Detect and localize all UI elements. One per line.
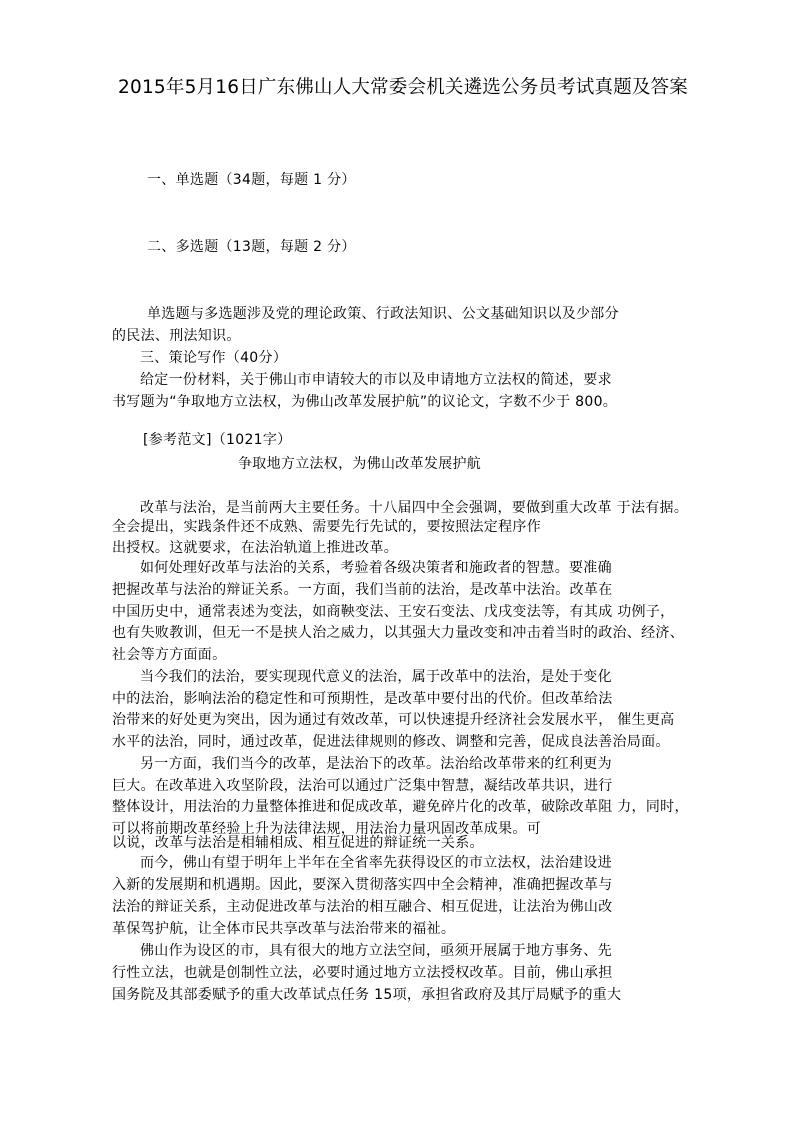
body-line: 全会提出，实践条件还不成熟、需要先行先试的，要按照法定程序作 [112, 519, 541, 535]
body-line: 也有失败教训，但无一不是挟人治之威力，以其强大力量改变和冲击着当时的政治、经济、 [112, 625, 684, 641]
body-line: 水平的法治，同时，通过改革，促进法律规则的修改、调整和完善，促成良法善治局面。 [112, 734, 670, 750]
body-line: 治带来的好处更为突出，因为通过有效改革，可以快速提升经济社会发展水平， 催生更高 [112, 712, 675, 728]
body-line: 可以将前期改革经验上升为法律法规，用法治力量巩固改革成果。可 [112, 821, 541, 837]
body-line: 出授权。这就要求，在法治轨道上推进改革。 [112, 540, 398, 556]
section-essay: 三、策论写作（40分） [140, 350, 288, 366]
body-line: 法治的辩证关系，主动促进改革与法治的相互融合、相互促进，让法治为佛山改 [112, 899, 613, 915]
body-line: 佛山作为设区的市，具有很大的地方立法空间，亟须开展属于地方事务、先 [140, 943, 612, 959]
section-single-choice: 一、单选题（34题，每题 1 分） [147, 172, 356, 188]
body-line: 改革与法治，是当前两大主要任务。十八届四中全会强调，要做到重大改革 于法有据。 [140, 500, 689, 516]
body-line: 社会等方方面面。 [112, 647, 227, 663]
body-line: 行性立法，也就是创制性立法，必要时通过地方立法授权改革。目前，佛山承担 [112, 965, 613, 981]
reference-label: [参考范文]（1021字） [143, 432, 292, 448]
intro-line: 书写题为“争取地方立法权，为佛山改革发展护航”的议论文，字数不少于 800。 [112, 394, 618, 410]
body-line: 革保驾护航，让全体市民共享改革与法治带来的福祉。 [112, 921, 456, 937]
body-line: 以说，改革与法治是相辅相成、相互促进的辩证统一关系。 [112, 835, 484, 851]
body-line: 另一方面，我们当今的改革，是法治下的改革。法治给改革带来的红利更为 [140, 756, 612, 772]
body-line: 如何处理好改革与法治的关系，考验着各级决策者和施政者的智慧。要准确 [140, 560, 612, 576]
essay-title: 争取地方立法权，为佛山改革发展护航 [238, 456, 482, 472]
intro-line: 的民法、刑法知识。 [112, 328, 241, 344]
document-title: 2015年5月16日广东佛山人大常委会机关遴选公务员考试真题及答案 [118, 77, 688, 98]
body-line: 而今，佛山有望于明年上半年在全省率先获得设区的市立法权，法治建设进 [140, 855, 612, 871]
body-line: 入新的发展期和机遇期。因此，要深入贯彻落实四中全会精神，准确把握改革与 [112, 877, 613, 893]
body-line: 中的法治，影响法治的稳定性和可预期性，是改革中要付出的代价。但改革给法 [112, 691, 613, 707]
intro-line: 单选题与多选题涉及党的理论政策、行政法知识、公文基础知识以及少部分 [147, 306, 619, 322]
body-line: 国务院及其部委赋予的重大改革试点任务 15项，承担省政府及其厅局赋予的重大 [112, 987, 622, 1003]
body-line: 中国历史中，通常表述为变法，如商鞅变法、王安石变法、戊戌变法等，有其成 功例子， [112, 604, 675, 620]
body-line: 整体设计，用法治的力量整体推进和促成改革，避免碎片化的改革，破除改革阻 力，同时， [112, 799, 689, 815]
body-line: 巨大。在改革进入攻坚阶段，法治可以通过广泛集中智慧，凝结改革共识，进行 [112, 778, 613, 794]
section-multi-choice: 二、多选题（13题，每题 2 分） [147, 239, 356, 255]
body-line: 当今我们的法治，要实现现代意义的法治，属于改革中的法治，是处于变化 [140, 669, 612, 685]
intro-line: 给定一份材料，关于佛山市申请较大的市以及申请地方立法权的简述，要求 [140, 372, 612, 388]
body-line: 把握改革与法治的辩证关系。一方面，我们当前的法治，是改革中法治。改革在 [112, 582, 613, 598]
